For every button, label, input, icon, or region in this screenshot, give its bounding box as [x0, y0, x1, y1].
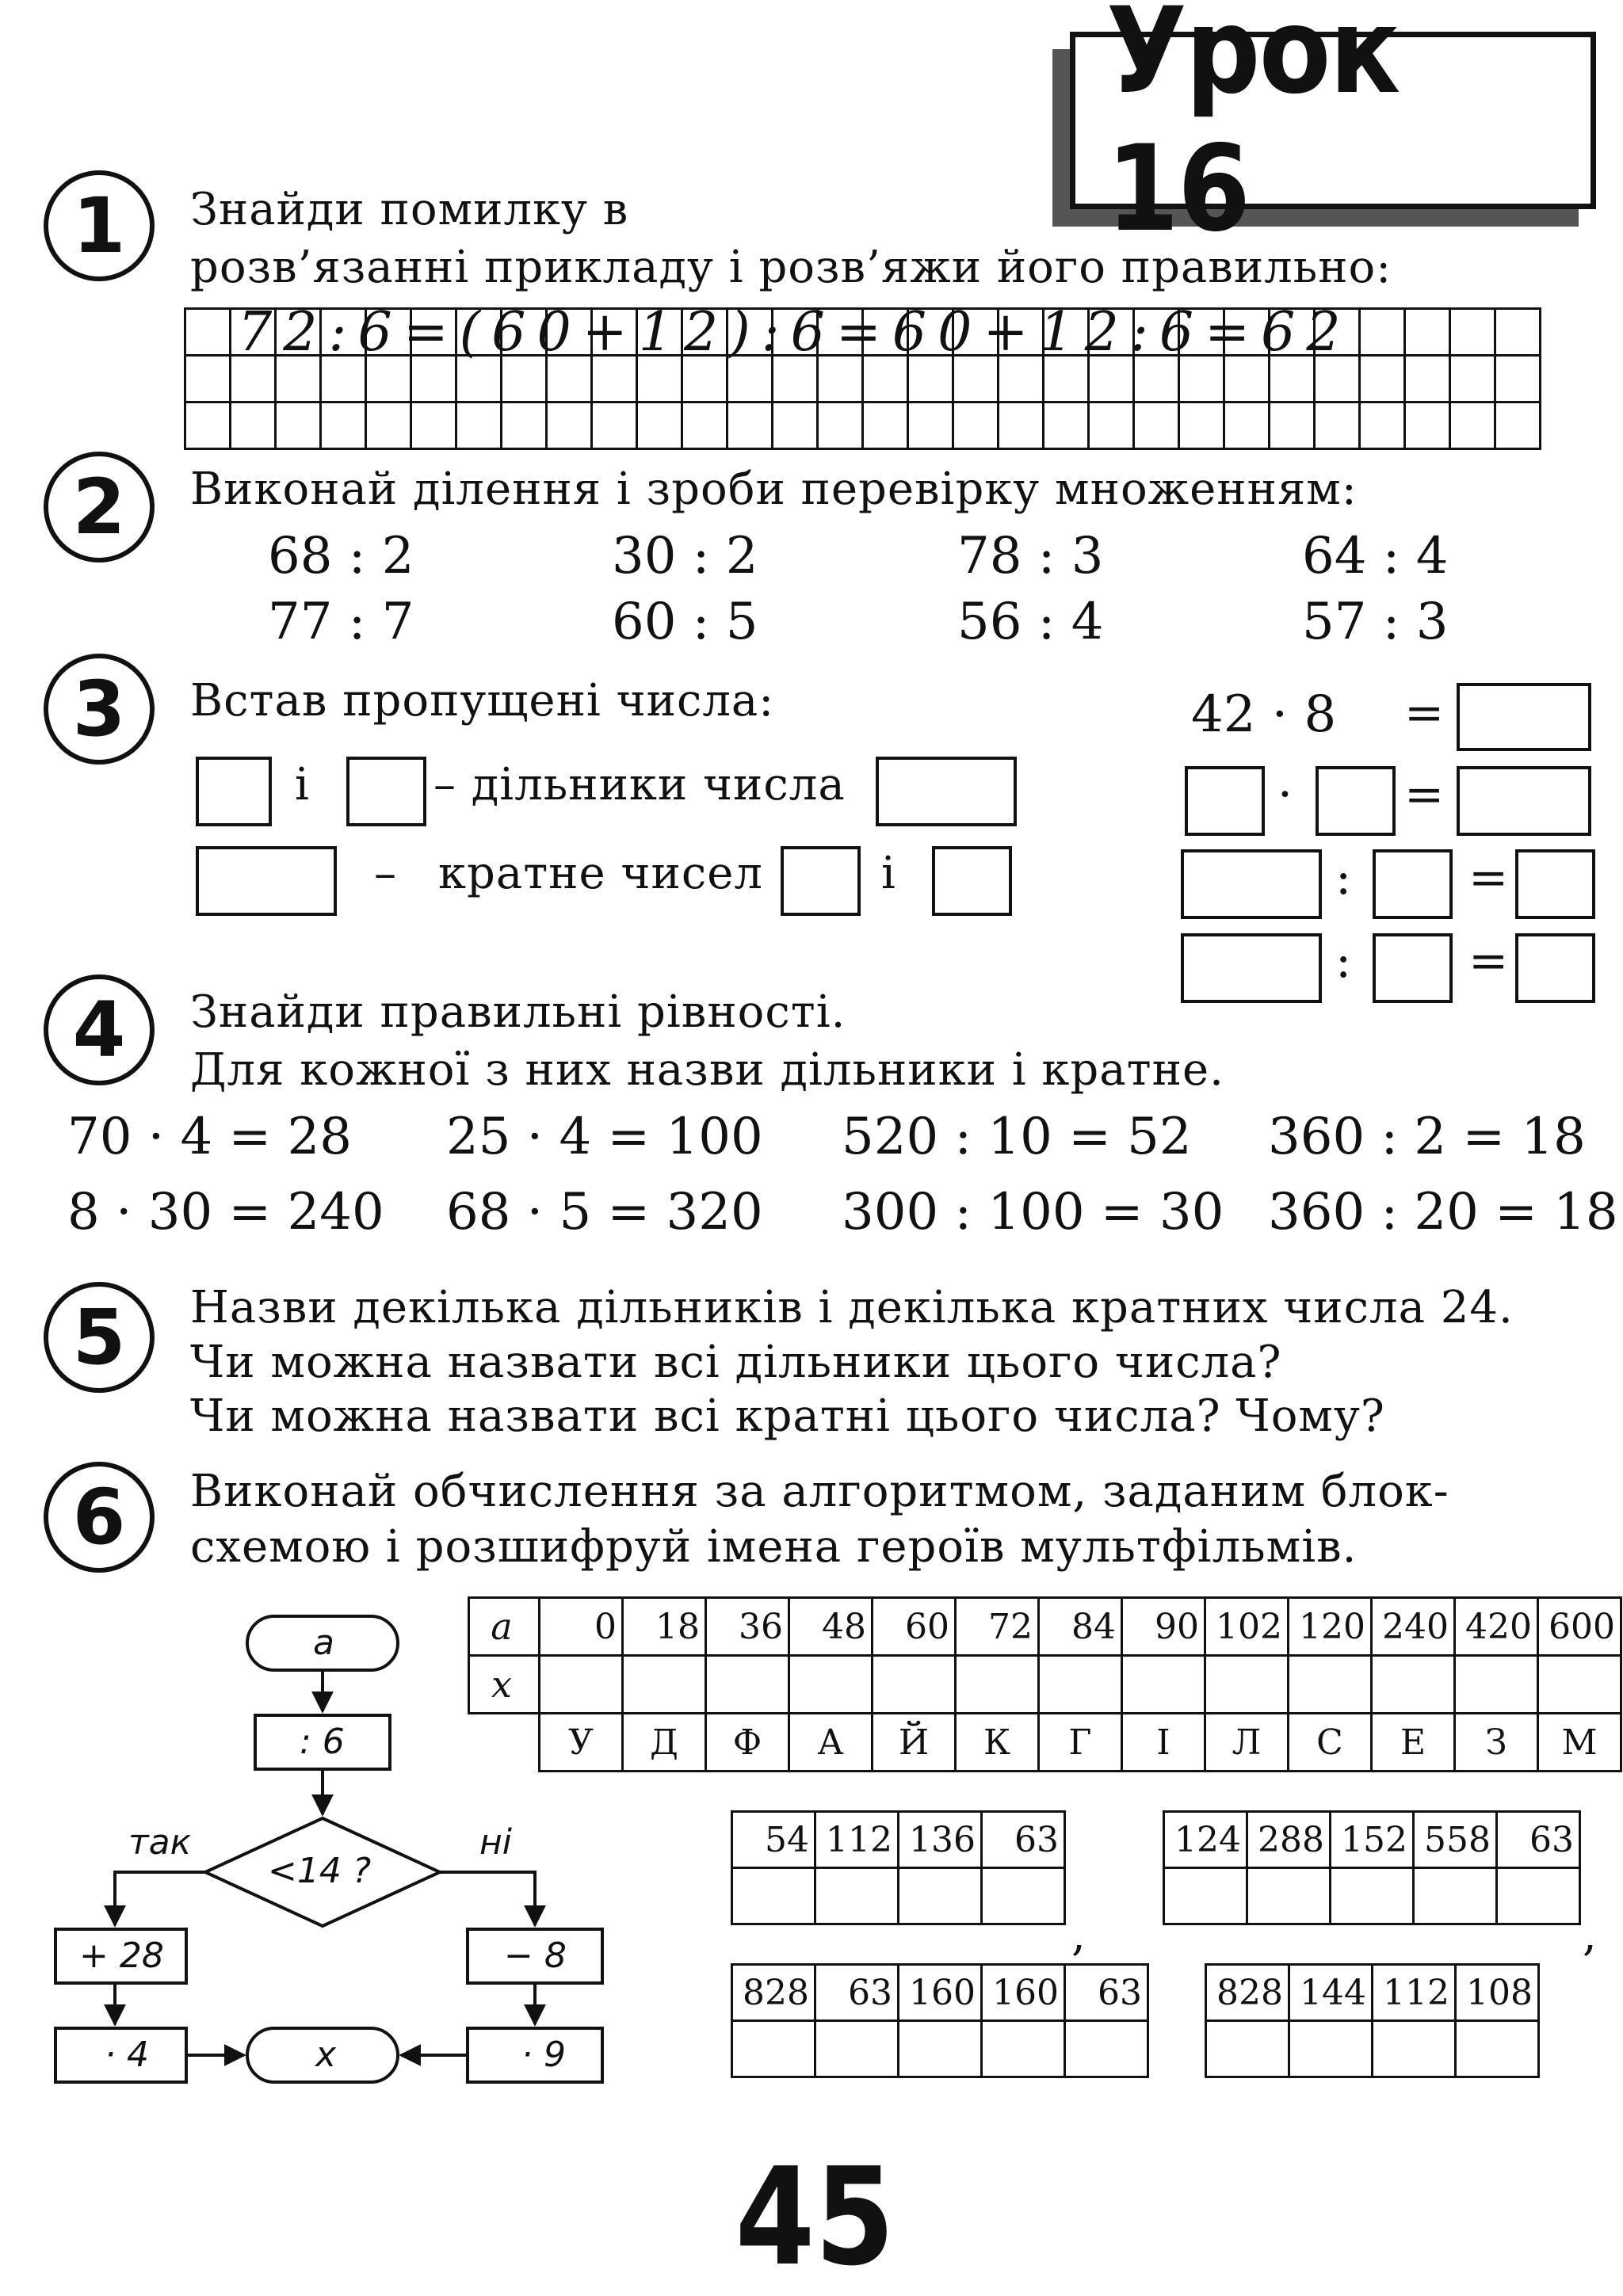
dash: –: [374, 848, 397, 899]
grid-cell[interactable]: [953, 402, 999, 449]
letter-cell: Ф: [706, 1714, 789, 1772]
code-number-cell: 63: [1065, 1965, 1148, 2021]
blank-box[interactable]: [932, 846, 1012, 916]
grid-cell[interactable]: [1360, 309, 1405, 356]
grid-cell[interactable]: [818, 402, 863, 449]
grid-cell[interactable]: [185, 402, 231, 449]
blank-box[interactable]: [781, 846, 861, 916]
division-expr: 77 : 7: [268, 593, 414, 651]
code-number-cell: 152: [1331, 1812, 1414, 1868]
grid-cell[interactable]: [411, 402, 456, 449]
letter-cell: К: [956, 1714, 1039, 1772]
a-value-cell: 102: [1205, 1598, 1289, 1656]
divisors-text: – дільники числа: [433, 759, 846, 810]
letter-cell: М: [1538, 1714, 1621, 1772]
blank-box[interactable]: [196, 846, 337, 916]
grid-cell[interactable]: [456, 402, 502, 449]
task-6-text-line2: схемою і розшифруй імена героїв мультфільмів.: [190, 1521, 1358, 1573]
blank-box[interactable]: [1457, 766, 1591, 836]
equation: 70 · 4 = 28: [67, 1108, 352, 1166]
grid-cell[interactable]: [908, 402, 953, 449]
grid-cell[interactable]: [547, 402, 592, 449]
letter-cell: Д: [623, 1714, 706, 1772]
task-1-text-line1: Знайди помилку в: [190, 184, 629, 235]
flow-yes1-label: + 28: [79, 1936, 164, 1976]
division-expr: 64 : 4: [1302, 527, 1449, 585]
flow-no-label: ні: [479, 1822, 512, 1863]
code-number-cell: 160: [899, 1965, 982, 2021]
grid-cell[interactable]: [1495, 356, 1541, 402]
code-answer-cell[interactable]: [1289, 2021, 1373, 2077]
grid-cell[interactable]: [1495, 402, 1541, 449]
grid-cell[interactable]: [185, 356, 231, 402]
a-value-cell: 600: [1538, 1598, 1621, 1656]
code-number-cell: 144: [1289, 1965, 1373, 2021]
grid-cell[interactable]: [1270, 402, 1315, 449]
grid-cell[interactable]: [999, 402, 1044, 449]
a-value-cell: 240: [1372, 1598, 1455, 1656]
blank-box[interactable]: [1457, 683, 1591, 751]
code-number-cell: 136: [899, 1812, 982, 1868]
code-number-cell: 108: [1456, 1965, 1539, 2021]
division-expr: 68 : 2: [268, 527, 414, 585]
x-value-cell[interactable]: [540, 1656, 623, 1714]
grid-cell[interactable]: [1450, 309, 1495, 356]
division-expr: 30 : 2: [612, 527, 758, 585]
x-value-cell[interactable]: [623, 1656, 706, 1714]
equation: 8 · 30 = 240: [67, 1183, 384, 1241]
grid-cell[interactable]: [1224, 402, 1270, 449]
a-value-cell: 36: [706, 1598, 789, 1656]
task-6-text-line1: Виконай обчислення за алгоритмом, заданим блок-: [190, 1466, 1449, 1517]
comma: ,: [1071, 1909, 1086, 1961]
code-word-3: [731, 1963, 1149, 2078]
grid-cell[interactable]: [366, 402, 411, 449]
equation: 520 : 10 = 52: [842, 1108, 1192, 1166]
code-number-cell: 63: [982, 1812, 1065, 1868]
code-number-cell: 112: [1373, 1965, 1456, 2021]
blank-box[interactable]: [1515, 849, 1595, 919]
equation: 68 · 5 = 320: [446, 1183, 763, 1241]
division-expr: 56 : 4: [957, 593, 1104, 651]
code-number-cell: 288: [1247, 1812, 1331, 1868]
equation: 300 : 100 = 30: [842, 1183, 1224, 1241]
blank-box[interactable]: [346, 757, 426, 826]
equals-sign: =: [1468, 850, 1509, 906]
a-value-cell: 48: [789, 1598, 873, 1656]
grid-cell[interactable]: [1089, 402, 1134, 449]
flow-step1-label: : 6: [300, 1722, 345, 1762]
flow-end-label: x: [315, 2035, 337, 2075]
task-1-text-line2: розв’язанні прикладу і розв’яжи його правильно:: [190, 242, 1392, 293]
x-value-cell[interactable]: [1205, 1656, 1289, 1714]
flow-yes2-label: · 4: [105, 2035, 149, 2075]
and-word: і: [295, 759, 310, 810]
blank-box[interactable]: [1185, 766, 1265, 836]
equation-left: 42 · 8: [1191, 685, 1337, 744]
colon-sign: :: [1335, 850, 1352, 906]
code-number-cell: 63: [815, 1965, 899, 2021]
grid-cell[interactable]: [1360, 402, 1405, 449]
code-number-cell: 160: [982, 1965, 1065, 2021]
grid-cell[interactable]: [231, 402, 276, 449]
x-value-cell[interactable]: [1455, 1656, 1538, 1714]
grid-cell[interactable]: [276, 402, 321, 449]
x-value-cell[interactable]: [1289, 1656, 1372, 1714]
x-value-cell[interactable]: [1372, 1656, 1455, 1714]
equals-sign: =: [1468, 933, 1509, 989]
x-value-cell[interactable]: [873, 1656, 956, 1714]
colon-sign: :: [1335, 933, 1352, 989]
blank-box[interactable]: [1181, 849, 1322, 919]
code-number-cell: 828: [732, 1965, 815, 2021]
code-answer-cell[interactable]: [982, 1868, 1065, 1924]
flow-no1-label: − 8: [504, 1936, 567, 1976]
multiple-text: кратне чисел: [438, 848, 763, 899]
grid-cell[interactable]: [773, 402, 818, 449]
x-value-cell[interactable]: [1039, 1656, 1122, 1714]
division-expr: 60 : 5: [612, 593, 758, 651]
task-5-text-line1: Назви декілька дільників і декілька кратних числа 24.: [190, 1282, 1514, 1333]
code-answer-cell[interactable]: [1164, 1868, 1247, 1924]
task-3-text: Встав пропущені числа:: [190, 675, 775, 727]
letter-cell: З: [1455, 1714, 1538, 1772]
grid-cell[interactable]: [637, 402, 682, 449]
grid-cell[interactable]: [1315, 402, 1360, 449]
grid-cell[interactable]: [1405, 356, 1450, 402]
flow-cond-label: <14 ?: [268, 1851, 372, 1891]
letter-cell: У: [540, 1714, 623, 1772]
code-answer-cell[interactable]: [1456, 2021, 1539, 2077]
task-5-text-line2: Чи можна назвати всі дільники цього числа?: [190, 1337, 1282, 1388]
code-answer-cell[interactable]: [1497, 1868, 1580, 1924]
code-answer-cell[interactable]: [732, 2021, 815, 2077]
a-value-cell: 420: [1455, 1598, 1538, 1656]
a-value-cell: 90: [1122, 1598, 1205, 1656]
letter-cell: С: [1289, 1714, 1372, 1772]
lesson-title-box: [1070, 0, 1596, 258]
task-2-text: Виконай ділення і зроби перевірку множенням:: [190, 463, 1358, 515]
task-5-number: 5: [44, 1282, 155, 1393]
a-value-cell: 0: [540, 1598, 623, 1656]
code-number-cell: 63: [1497, 1812, 1580, 1868]
grid-cell[interactable]: [1450, 402, 1495, 449]
code-answer-cell[interactable]: [815, 2021, 899, 2077]
comma: ,: [1583, 1909, 1597, 1961]
blank-box[interactable]: [1515, 933, 1595, 1003]
page-number: 45: [735, 2139, 895, 2296]
blank-box[interactable]: [876, 757, 1017, 826]
grid-cell[interactable]: [1179, 402, 1224, 449]
grid-cell[interactable]: [502, 402, 547, 449]
grid-cell[interactable]: [727, 402, 773, 449]
code-word-1: [731, 1810, 1066, 1925]
task-4-text-line1: Знайди правильні рівності.: [190, 986, 846, 1038]
division-expr: 78 : 3: [957, 527, 1104, 585]
division-expr: 57 : 3: [1302, 593, 1449, 651]
flow-yes-label: так: [128, 1822, 192, 1863]
task-4-text-line2: Для кожної з них назви дільники і кратне.: [190, 1044, 1224, 1096]
grid-cell[interactable]: [1044, 402, 1089, 449]
grid-cell[interactable]: [1360, 356, 1405, 402]
grid-cell[interactable]: [1405, 309, 1450, 356]
x-value-cell[interactable]: [1538, 1656, 1621, 1714]
code-answer-cell[interactable]: [1373, 2021, 1456, 2077]
row-x-header: x: [469, 1656, 540, 1714]
code-answer-cell[interactable]: [1414, 1868, 1497, 1924]
and-word: і: [881, 848, 896, 899]
code-answer-cell[interactable]: [1206, 2021, 1289, 2077]
grid-cell[interactable]: [1134, 402, 1179, 449]
a-value-cell: 72: [956, 1598, 1039, 1656]
flow-no2-label: · 9: [521, 2035, 566, 2075]
equals-sign: =: [1404, 767, 1445, 822]
blank-box[interactable]: [1373, 849, 1453, 919]
grid-cell[interactable]: [321, 402, 366, 449]
blank-box[interactable]: [1316, 766, 1396, 836]
x-value-cell[interactable]: [789, 1656, 873, 1714]
task-5-text-line3: Чи можна назвати всі кратні цього числа? Чому?: [190, 1390, 1385, 1442]
grid-cell[interactable]: [863, 402, 908, 449]
flow-start-label: a: [313, 1623, 334, 1663]
a-value-cell: 60: [873, 1598, 956, 1656]
blank-box[interactable]: [1373, 933, 1453, 1003]
code-answer-cell[interactable]: [982, 2021, 1065, 2077]
lesson-title: Урок 16: [1106, 0, 1400, 258]
blank-box[interactable]: [1181, 933, 1322, 1003]
code-answer-cell[interactable]: [899, 2021, 982, 2077]
task-2-number: 2: [44, 452, 155, 563]
blank-box[interactable]: [196, 757, 272, 826]
code-number-cell: 112: [815, 1812, 899, 1868]
grid-cell[interactable]: [592, 402, 637, 449]
task-1-example: 72:6=(60+12):6=60+12:6=62: [238, 301, 1352, 364]
letter-cell: І: [1122, 1714, 1205, 1772]
dot-sign: ·: [1277, 767, 1293, 822]
task-6-number: 6: [44, 1462, 155, 1573]
code-answer-cell[interactable]: [1247, 1868, 1331, 1924]
grid-cell[interactable]: [682, 402, 727, 449]
x-value-cell[interactable]: [706, 1656, 789, 1714]
empty-corner: [469, 1714, 540, 1772]
task-3-number: 3: [44, 654, 155, 765]
equation: 360 : 2 = 18: [1268, 1108, 1586, 1166]
equals-sign: =: [1404, 685, 1445, 741]
grid-cell[interactable]: [1495, 309, 1541, 356]
cipher-table-wrap: [468, 1596, 1622, 1772]
letter-cell: Г: [1039, 1714, 1122, 1772]
letter-cell: Е: [1372, 1714, 1455, 1772]
letter-cell: А: [789, 1714, 873, 1772]
code-answer-cell[interactable]: [1331, 1868, 1414, 1924]
x-value-cell[interactable]: [956, 1656, 1039, 1714]
a-value-cell: 84: [1039, 1598, 1122, 1656]
code-number-cell: 828: [1206, 1965, 1289, 2021]
x-value-cell[interactable]: [1122, 1656, 1205, 1714]
code-number-cell: 558: [1414, 1812, 1497, 1868]
letter-cell: Л: [1205, 1714, 1289, 1772]
code-number-cell: 124: [1164, 1812, 1247, 1868]
code-word-4: [1205, 1963, 1540, 2078]
cipher-table: [468, 1596, 1622, 1772]
code-word-2: [1163, 1810, 1581, 1925]
equation: 360 : 20 = 18: [1268, 1183, 1618, 1241]
code-answer-cell[interactable]: [899, 1868, 982, 1924]
code-number-cell: 54: [732, 1812, 815, 1868]
task-1-number: 1: [44, 170, 155, 281]
equation: 25 · 4 = 100: [446, 1108, 763, 1166]
grid-cell[interactable]: [185, 309, 231, 356]
code-answer-cell[interactable]: [732, 1868, 815, 1924]
a-value-cell: 120: [1289, 1598, 1372, 1656]
letter-cell: Й: [873, 1714, 956, 1772]
row-a-header: a: [469, 1598, 540, 1656]
a-value-cell: 18: [623, 1598, 706, 1656]
task-4-number: 4: [44, 974, 155, 1085]
code-answer-cell[interactable]: [1065, 2021, 1148, 2077]
grid-cell[interactable]: [1405, 402, 1450, 449]
code-answer-cell[interactable]: [815, 1868, 899, 1924]
grid-cell[interactable]: [1450, 356, 1495, 402]
